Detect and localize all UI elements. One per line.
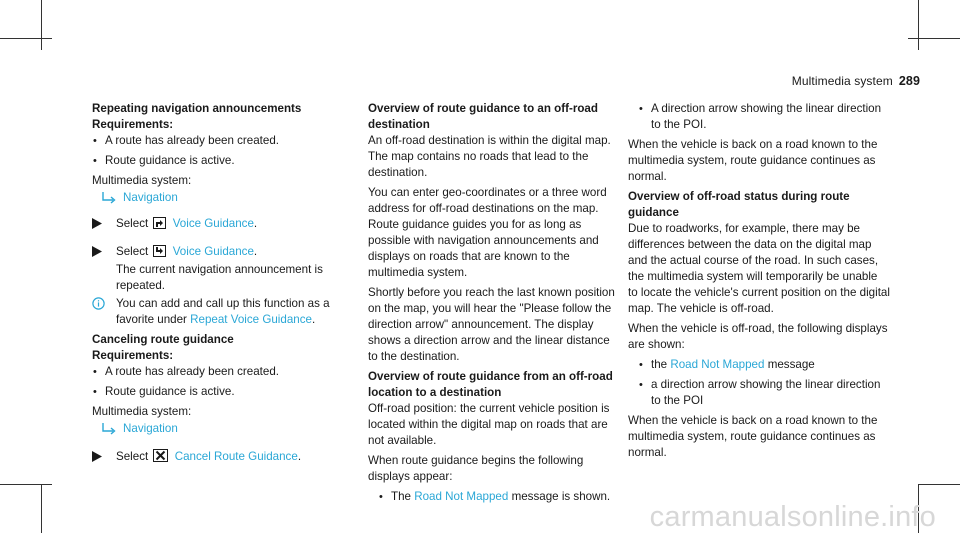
page-number: 289 (898, 74, 920, 88)
section-title: Multimedia system (791, 74, 893, 88)
list-item: • A route has already been created. (93, 134, 280, 147)
crop-mark (908, 38, 960, 39)
paragraph: Shortly before you reach the last known position on the map, you will hear the "Please follow the direction arrow" announcement. The display shows a direction arrow and the linear distance to the destination. (368, 286, 615, 363)
road-not-mapped-link[interactable]: Road Not Mapped (670, 358, 765, 371)
watermark: carmanualsonline.info (649, 501, 936, 533)
heading-repeat: Repeating navigation announcements (92, 102, 302, 115)
crop-mark (0, 38, 52, 39)
list-item: • Route guidance is active. (93, 385, 235, 398)
step-arrow-icon (92, 246, 102, 257)
column-3 (628, 101, 890, 461)
path-arrow-icon (102, 192, 116, 204)
paragraph: When the vehicle is back on a road known to the multimedia system, route guidance continues as normal. (628, 414, 878, 459)
crop-mark (41, 0, 42, 50)
step-2: Select Voice Guidance. The current navigation announcement is repeated. (92, 244, 337, 294)
paragraph: Due to roadworks, for example, there may be differences between the data on the digital map and the actual course of the road. In such cases, the multimedia system will temporarily be unable to locate the vehicle's current position on the digital map. The vehicle is off-road. (628, 222, 890, 315)
crop-mark (918, 484, 960, 485)
list-item: • A direction arrow showing the linear direction to the POI. (639, 102, 882, 131)
page-header (792, 73, 920, 89)
navigation-link[interactable]: Navigation (123, 422, 178, 435)
step-1: Select Voice Guidance. (92, 216, 337, 234)
step-arrow-icon (92, 218, 102, 229)
list-item: • A route has already been created. (93, 365, 280, 378)
paragraph: When route guidance begins the following displays appear: (368, 454, 584, 483)
heading-cancel: Canceling route guidance (92, 333, 234, 346)
navigation-link[interactable]: Navigation (123, 191, 178, 204)
multimedia-system-label: Multimedia system: (92, 174, 192, 187)
road-not-mapped-link[interactable]: Road Not Mapped (414, 490, 509, 503)
info-note: You can add and call up this function as a favorite under Repeat Voice Guidance. (92, 296, 337, 328)
voice-guidance-icon (153, 245, 166, 262)
step-2-result: The current navigation announcement is repeated. (116, 263, 323, 292)
list-item: • the Road Not Mapped message (639, 358, 815, 371)
nav-path (92, 190, 337, 206)
column-1 (92, 101, 337, 467)
paragraph: When the vehicle is back on a road known to the multimedia system, route guidance continues as normal. (628, 138, 878, 183)
list-item: • Route guidance is active. (93, 154, 235, 167)
step-cancel: Select Cancel Route Guidance. (92, 449, 337, 467)
path-arrow-icon (102, 423, 116, 435)
paragraph: Off-road position: the current vehicle position is located within the digital map on roads that are not available. (368, 402, 610, 447)
multimedia-system-label: Multimedia system: (92, 405, 192, 418)
step-arrow-icon (92, 451, 102, 462)
crop-mark (0, 484, 52, 485)
heading-offroad-to-destination: Overview of route guidance from an off-road location to a destination (368, 370, 613, 399)
crop-mark (918, 0, 919, 50)
column-2 (368, 101, 618, 505)
cancel-route-guidance-link[interactable]: Cancel Route Guidance (174, 450, 298, 463)
requirements-heading: Requirements: (92, 349, 174, 362)
cancel-route-icon (153, 449, 168, 467)
paragraph: You can enter geo-coordinates or a three word address for off-road destinations on the map. Route guidance guides you for as long as possible with navigation announcements and displays on roads that are known to the multimedia system. (368, 186, 607, 279)
repeat-voice-guidance-link[interactable]: Repeat Voice Guidance (190, 313, 312, 326)
list-item: • a direction arrow showing the linear direction to the POI (639, 378, 881, 407)
voice-guidance-icon (153, 217, 166, 234)
crop-mark (41, 484, 42, 533)
heading-offroad-status: Overview of off-road status during route guidance (628, 190, 850, 219)
info-icon (92, 297, 105, 315)
heading-overview-offroad-destination: Overview of route guidance to an off-road destination (368, 102, 598, 131)
requirements-heading: Requirements: (92, 118, 174, 131)
paragraph: When the vehicle is off-road, the following displays are shown: (628, 322, 888, 351)
voice-guidance-link[interactable]: Voice Guidance (172, 217, 254, 230)
voice-guidance-link[interactable]: Voice Guidance (172, 245, 254, 258)
paragraph: An off-road destination is within the digital map. The map contains no roads that lead to the destination. (368, 134, 611, 179)
list-item: • The Road Not Mapped message is shown. (379, 490, 611, 503)
nav-path (92, 421, 337, 437)
